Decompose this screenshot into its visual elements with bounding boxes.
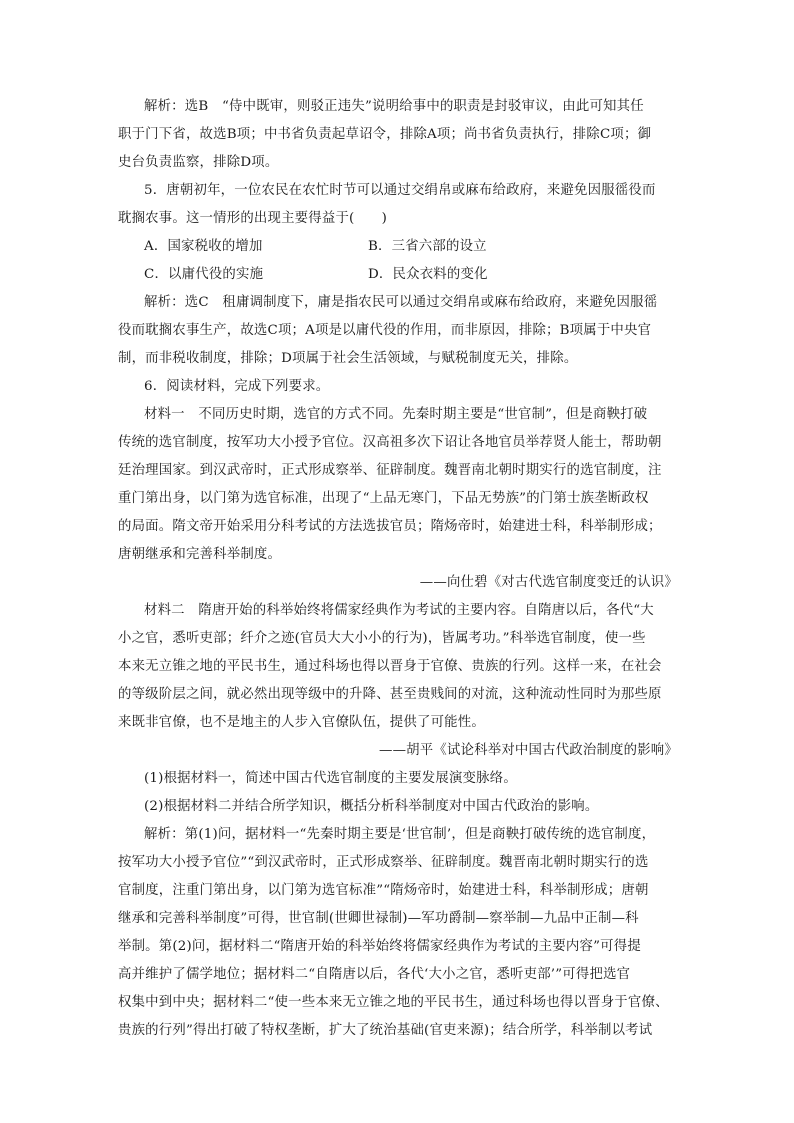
question-5-line-2: 耽搁农事。这一情形的出现主要得益于( ) bbox=[118, 211, 388, 226]
option-a: A．国家税收的增加 bbox=[144, 239, 263, 254]
analysis-q5-line-3: 制，而非税收制度，排除；D项属于社会生活领域，与赋税制度无关，排除。 bbox=[118, 351, 578, 366]
analysis-q6-line-2: 按军功大小授予官位”“到汉武帝时，正式形成察举、征辟制度。魏晋南北朝时期实行的选 bbox=[118, 855, 649, 870]
analysis-q6-line-6: 高并维护了儒学地位；据材料二“自隋唐以后，各代‘大小之官，悉听吏部’”可得把选官 bbox=[118, 967, 631, 982]
option-b: B．三省六部的设立 bbox=[368, 239, 487, 254]
question-5-options-row-2 bbox=[118, 261, 678, 289]
material-1-line-2: 传统的选官制度，按军功大小授予官位。汉高祖多次下诏让各地官员举荐贤人能士，帮助朝 bbox=[118, 435, 662, 450]
document-page bbox=[118, 93, 678, 1045]
material-2-line-2: 小之官，悉听吏部；纤介之迹(官员大大小小的行为)，皆属考功。”科举选官制度，使一些 bbox=[118, 631, 646, 646]
material-2-line-4: 的等级阶层之间，就必然出现等级中的升降、甚至贵贱间的对流，这种流动性同时为那些原 bbox=[118, 687, 662, 702]
analysis-q4-line-1: 解析：选B “侍中既审，则驳正违失”说明给事中的职责是封驳审议，由此可知其任 bbox=[144, 99, 644, 114]
material-2-line-3: 本来无立锥之地的平民书生，通过科场也得以晋身于官僚、贵族的行列。这样一来，在社会 bbox=[118, 659, 662, 674]
option-d: D．民众衣料的变化 bbox=[368, 267, 488, 282]
material-2-line-5: 来既非官僚，也不是地主的人步入官僚队伍，提供了可能性。 bbox=[118, 715, 485, 730]
analysis-q5-line-2: 役而耽搁农事生产，故选C项；A项是以庸代役的作用，而非原因，排除；B项属于中央官 bbox=[118, 323, 652, 338]
analysis-q5-line-1: 解析：选C 租庸调制度下，庸是指农民可以通过交绢帛或麻布给政府，来避免因服徭 bbox=[144, 295, 658, 310]
material-1-source: ——向仕碧《对古代选官制度变迁的认识》 bbox=[419, 575, 678, 590]
material-1-line-5: 的局面。隋文帝开始采用分科考试的方法选拔官员；隋炀帝时，始建进士科，科举制形成； bbox=[118, 519, 662, 534]
material-2-source: ——胡平《试论科举对中国古代政治制度的影响》 bbox=[379, 743, 678, 758]
analysis-q6-line-4: 继承和完善科举制度”可得，世官制(世卿世禄制)—军功爵制—察举制—九品中正制—科 bbox=[118, 911, 639, 926]
question-6-part-2: (2)根据材料二并结合所学知识，概括分析科举制度对中国古代政治的影响。 bbox=[144, 799, 599, 814]
analysis-q4-line-2: 职于门下省，故选B项；中书省负责起草诏令，排除A项；尚书省负责执行，排除C项；御 bbox=[118, 127, 652, 142]
material-1-line-3: 廷治理国家。到汉武帝时，正式形成察举、征辟制度。魏晋南北朝时期实行的选官制度，注 bbox=[118, 463, 662, 478]
material-1-line-6: 唐朝继承和完善科举制度。 bbox=[118, 547, 282, 562]
analysis-q4-line-3: 史台负责监察，排除D项。 bbox=[118, 155, 279, 170]
question-5-options-row-1 bbox=[118, 233, 678, 261]
option-c: C．以庸代役的实施 bbox=[144, 267, 264, 282]
analysis-q6-line-5: 举制。第(2)问，据材料二“隋唐开始的科举始终将儒家经典作为考试的主要内容”可得提 bbox=[118, 939, 641, 954]
analysis-q6-line-1: 解析：第(1)问，据材料一“先秦时期主要是‘世官制’，但是商鞅打破传统的选官制度， bbox=[144, 827, 656, 842]
material-2-line-1: 材料二 隋唐开始的科举始终将儒家经典作为考试的主要内容。自隋唐以后，各代“大 bbox=[144, 603, 654, 618]
material-1-line-4: 重门第出身，以门第为选官标准，出现了“上品无寒门，下品无势族”的门第士族垄断政权 bbox=[118, 491, 649, 506]
material-1-line-1: 材料一 不同历史时期，选官的方式不同。先秦时期主要是“世官制”，但是商鞅打破 bbox=[144, 407, 648, 422]
question-6-stem: 6．阅读材料，完成下列要求。 bbox=[144, 379, 330, 394]
analysis-q6-line-8: 贵族的行列”得出打破了特权垄断，扩大了统治基础(官吏来源)；结合所学，科举制以考试 bbox=[118, 1023, 653, 1038]
question-5-line-1: 5．唐朝初年，一位农民在农忙时节可以通过交绢帛或麻布给政府，来避免因服徭役而 bbox=[144, 183, 656, 198]
analysis-q6-line-3: 官制度，注重门第出身，以门第为选官标准”“隋炀帝时，始建进士科，科举制形成；唐朝 bbox=[118, 883, 649, 898]
analysis-q6-line-7: 权集中到中央；据材料二“使一些本来无立锥之地的平民书生，通过科场也得以晋身于官僚、 bbox=[118, 995, 669, 1010]
question-6-part-1: (1)根据材料一，简述中国古代选官制度的主要发展演变脉络。 bbox=[144, 771, 517, 786]
